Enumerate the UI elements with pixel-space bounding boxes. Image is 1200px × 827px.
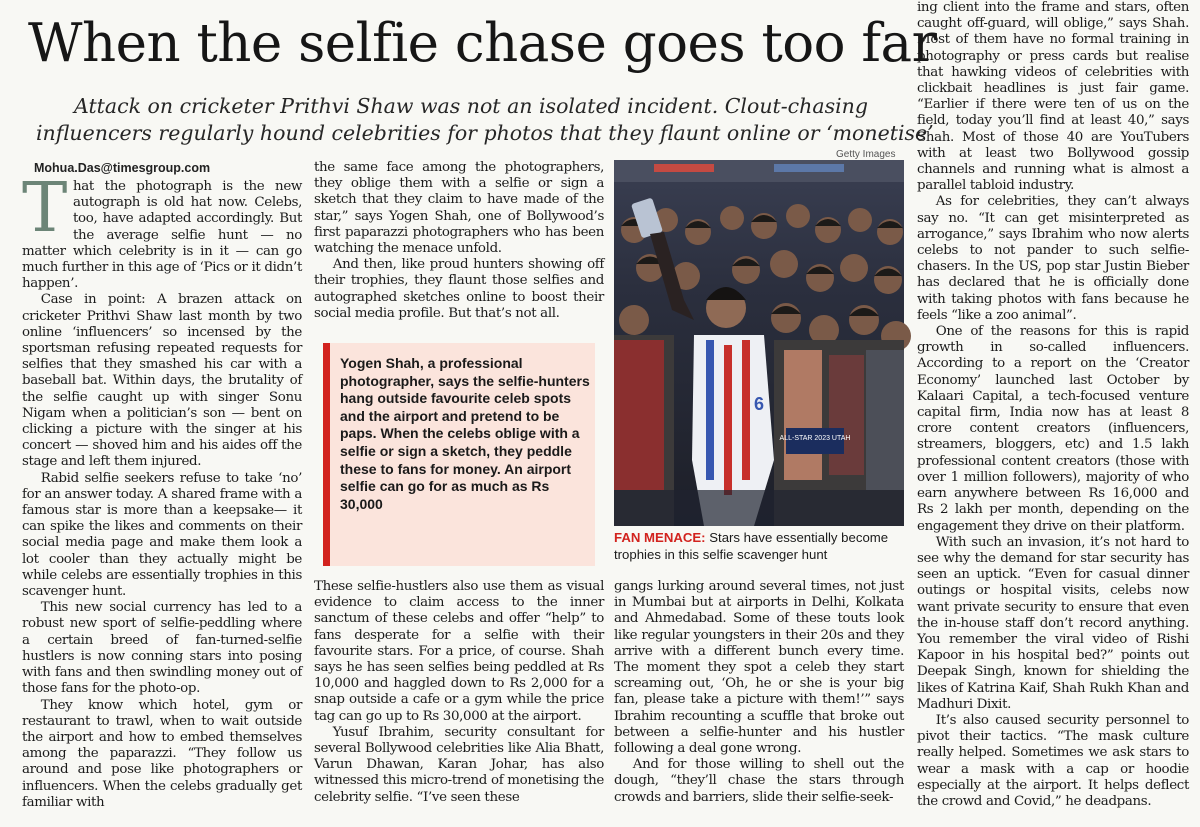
photo-credit: Getty Images <box>836 149 896 160</box>
pull-quote-text: Yogen Shah, a professional photographer, says the selfie-hunters hang outside favourite celeb spots and the airport and pretend to be paps. When the celebs oblige with a selfie or sign a sketch, they peddle these to fans for money. An airport selfie can go for as much as Rs 30,000 <box>340 355 590 512</box>
paragraph: These selfie-hustlers also use them as visual evidence to claim access to the inner sanctum of these celebs and offer “help” to fans desperate for a selfie with their favourite stars. For a price, of course. Shah says he has seen selfies being peddled at Rs 10,000 and haggled down to Rs 2,000 for a snap outside a cafe or a gym while the price tag can go up to Rs 30,000 at the airport. <box>314 579 604 724</box>
paragraph: And then, like proud hunters showing off their trophies, they flaunt those selfies and autographed sketches online to boost their social media profile. But that’s not all. <box>314 257 604 321</box>
crowd-selfie-photo <box>614 160 904 526</box>
paragraph-text: hat the photograph is the new autograph is old hat now. Celebs, too, have adapted accordingly. But the average selfie hunt — no matter which celebrity is in it — can go much further in this age of ‘Pics or it didn’t happen’. <box>22 179 302 292</box>
article-column-4 <box>614 579 904 824</box>
article-column-1 <box>22 169 302 824</box>
caption-text: Stars have essentially become trophies in this selfie scavenger hunt <box>614 530 889 562</box>
paragraph: And for those willing to shell out the dough, “they’ll chase the stars through crowds and barriers, slide their selfie-seek- <box>614 757 904 805</box>
deck-line: influencers regularly hound celebrities for photos that they flaunt online or ‘monetise’ <box>36 121 934 145</box>
paragraph: It’s also caused security personnel to pivot their tactics. “The mask culture really helped. Sometimes we ask stars to wear a mask with a cap or hoodie especially at the airport. It helps deflect the crowd and Covid,” he deadpans. <box>917 712 1189 809</box>
pull-quote <box>323 343 595 566</box>
paragraph: This new social currency has led to a robust new sport of selfie-peddling where a certain breed of fan-turned-selfie hustlers is now conning stars into posing with fans and then swindling money out of those fans for the photo-op. <box>22 600 302 697</box>
paragraph: As for celebrities, they can’t always say no. “It can get misinterpreted as arrogance,” says Ibrahim who now alerts celebs to not pander to such selfie-chasers. In the US, pop star Justin Bieber has declared that he is officially done with taking photos with fans because he feels “like a zoo animal”. <box>917 194 1189 323</box>
paragraph: Case in point: A brazen attack on cricketer Prithvi Shaw last month by two online ‘influencers’ so incensed by the sportsman refusing repeated requests for selfies that they smashed his car with a baseball bat. Within days, the brutality of the selfie caught up with singer Sonu Nigam when a politician’s son — bent on clicking a picture with the singer at his concert — shoved him and his aides off the stage and left them injured. <box>22 292 302 470</box>
deck <box>36 93 934 147</box>
article-column-5 <box>917 0 1189 824</box>
jersey-number: 6 <box>754 394 765 414</box>
paragraph <box>22 169 302 292</box>
article-column-3 <box>314 579 604 824</box>
paragraph: ing client into the frame and stars, often caught off-guard, will oblige,” says Shah. Most of them have no formal training in photography or press cards but realise that hawking videos of celebrities with clickbait headlines is just fair game. “Earlier if there were ten of us on the field, today you’ll find at least 40,” says Shah. Most of those 40 are YouTubers with at least two Bollywood gossip channels and running what is almost a parallel tabloid industry. <box>917 0 1189 194</box>
byline: Mohua.Das@timesgroup.com <box>34 161 211 175</box>
photo-caption <box>614 529 904 563</box>
headline: When the selfie chase goes too far <box>28 13 937 74</box>
caption-tag: FAN MENACE: <box>614 530 706 545</box>
paragraph: Rabid selfie seekers refuse to take ‘no’ for an answer today. A shared frame with a famous star is more than a keepsake— it can spike the likes and comments on their social media page and make them look a lot cooler than they actually might be while celebs are essentially trophies in this scavenger hunt. <box>22 470 302 600</box>
paragraph: One of the reasons for this is rapid growth in so-called influencers. According to a report on the ‘Creator Economy’ launched last October by Kalaari Capital, a tech-focused venture capital firm, India now has at least 8 crore content creators (influencers, streamers, bloggers, etc) and 1.5 lakh professional content creators (those with over 1 million followers), majority of who earn anywhere between Rs 16,000 and Rs 2 lakh per month, depending on the engagement they drive on their platform. <box>917 324 1189 534</box>
paragraph: Yusuf Ibrahim, security consultant for several Bollywood celebrities like Alia Bhatt, Varun Dhawan, Karan Johar, has also witnessed this micro-trend of monetising the celebrity selfie. “I’ve seen these <box>314 724 604 805</box>
banner-text: ALL-STAR 2023 UTAH <box>779 435 851 442</box>
article-column-2 <box>314 160 604 321</box>
news-photo <box>614 160 904 526</box>
paragraph: They know which hotel, gym or restaurant to trawl, when to wait outside the airport and how to embed themselves among the paparazzi. “They follow us around and pose like photographers or influencers. When the celebs gradually get familiar with <box>22 697 302 810</box>
paragraph: gangs lurking around several times, not just in Mumbai but at airports in Delhi, Kolkata and Ahmedabad. Some of these touts look like regular youngsters in their 20s and they arrive with a different bunch every time. The moment they spot a celeb they start screaming out, ‘Oh, he or she is your big fan, please take a picture with them!’” says Ibrahim recounting a scuffle that broke out between a selfie-hunter and his hustler following a deal gone wrong. <box>614 579 904 757</box>
drop-cap: T <box>22 169 68 248</box>
deck-line: Attack on cricketer Prithvi Shaw was not an isolated incident. Clout-chasing <box>74 94 868 118</box>
pull-quote-bar <box>323 343 330 566</box>
paragraph: With such an invasion, it’s not hard to see why the demand for star security has seen an uptick. “Even for casual dinner outings or hospital visits, celebs now want private security to ensure that even the in-house staff don’t record anything. You remember the viral video of Rishi Kapoor in his hospital bed?” points out Deepak Singh, known for shielding the likes of Katrina Kaif, Shah Rukh Khan and Madhuri Dixit. <box>917 534 1189 712</box>
paragraph: the same face among the photographers, they oblige them with a selfie or sign a sketch that they claim to have made of the star,” says Yogen Shah, one of Bollywood’s first paparazzi photographers who has been watching the menace unfold. <box>314 160 604 257</box>
